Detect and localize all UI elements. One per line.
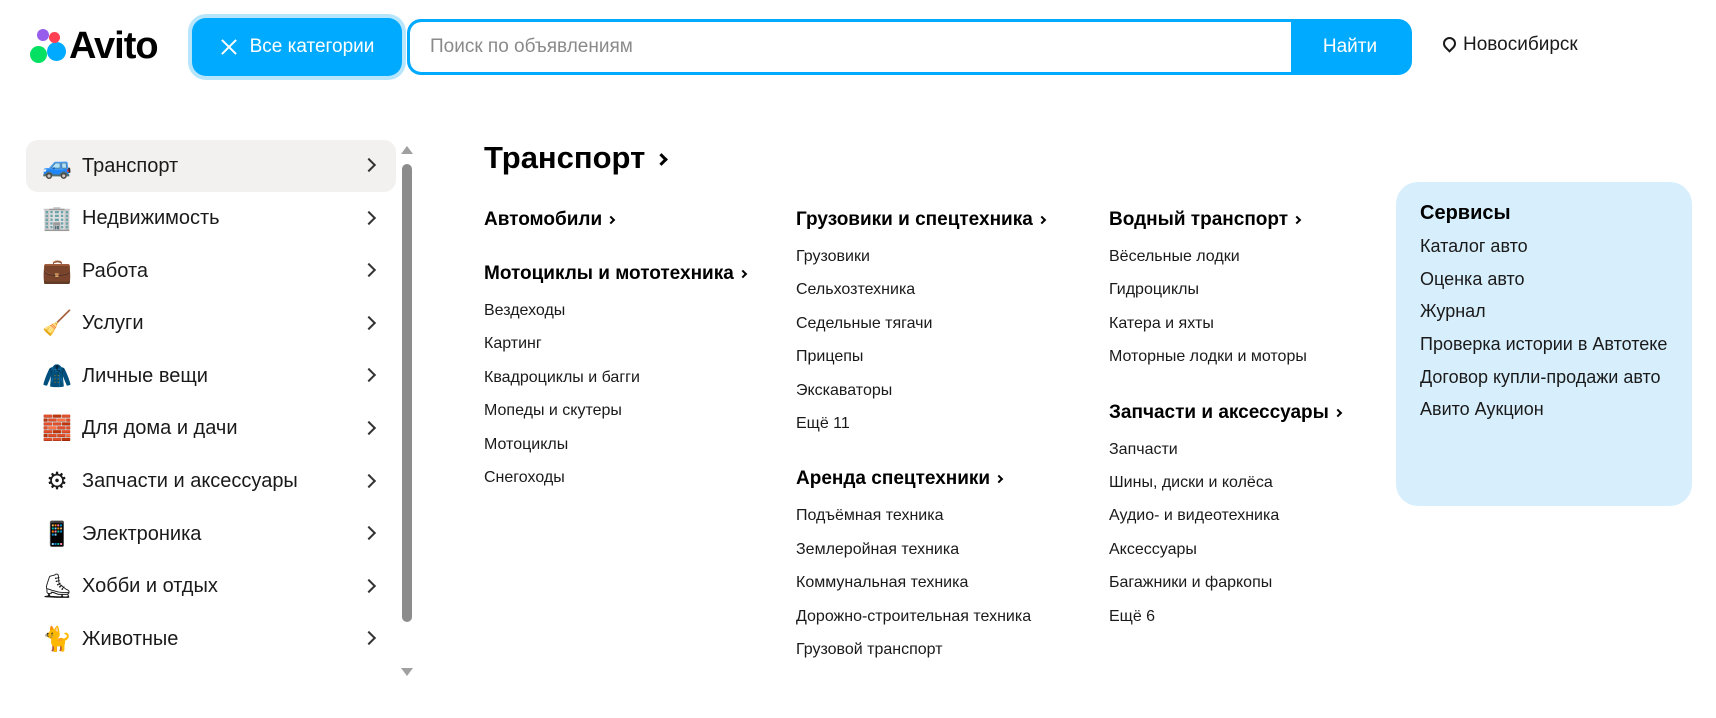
sidebar-item[interactable] [26, 298, 396, 350]
subcategory-link[interactable]: Дорожно-строительная техника [796, 607, 1032, 625]
subcategory-column-3 [1109, 205, 1399, 633]
subcategory-link[interactable]: Картинг [484, 335, 542, 353]
subcategory-link[interactable]: Вёсельные лодки [1109, 248, 1240, 265]
car-icon: 🚙 [42, 152, 72, 180]
subcategory-link[interactable]: Седельные тягачи [796, 314, 933, 332]
subcategory-heading-text: Запчасти и аксессуары [1109, 401, 1329, 423]
service-link[interactable]: Проверка истории в Автотеке [1420, 334, 1668, 355]
subcategory-link[interactable]: Катера и яхты [1109, 314, 1214, 332]
skate-icon: ⛸ [41, 573, 73, 601]
subcategory-link[interactable]: Сельхозтехника [796, 281, 916, 299]
sidebar-item-label: Услуги [82, 312, 144, 335]
subcategory-heading-text: Грузовики и спецтехника [796, 209, 1033, 230]
chevron-right-icon [995, 475, 1003, 483]
briefcase-icon: 💼 [42, 257, 72, 285]
subcategory-link[interactable]: Аксессуары [1109, 540, 1197, 558]
subcategory-group [484, 205, 774, 235]
chevron-right-icon [362, 211, 376, 225]
location-selector[interactable] [1443, 34, 1578, 56]
logo-dots-icon [27, 26, 67, 66]
subcategory-link[interactable]: Мопеды и скутеры [484, 402, 622, 420]
sidebar-item-label: Хобби и отдых [82, 575, 218, 598]
subcategory-group [1109, 205, 1399, 374]
services-panel [1396, 182, 1692, 506]
scroll-up-arrow[interactable] [401, 146, 413, 154]
sidebar-item[interactable] [26, 403, 396, 455]
subcategory-heading-text: Водный транспорт [1109, 209, 1289, 230]
subcategory-link[interactable]: Экскаваторы [796, 381, 893, 399]
header [0, 0, 1716, 92]
subcategory-group [796, 205, 1096, 440]
subcategory-link[interactable]: Ещё 6 [1109, 607, 1156, 625]
sidebar-item[interactable] [26, 613, 396, 665]
avito-logo[interactable] [27, 26, 158, 66]
building-icon: 🏢 [42, 205, 72, 233]
sidebar-item[interactable] [26, 193, 396, 245]
subcategory-link[interactable]: Мотоциклы [484, 435, 569, 453]
sidebar-item-label: Животные [82, 627, 179, 650]
sidebar-item[interactable] [26, 456, 396, 508]
subcategory-heading[interactable] [1109, 398, 1399, 428]
sidebar-item[interactable] [26, 350, 396, 402]
subcategory-heading[interactable] [796, 205, 1096, 235]
chevron-right-icon [362, 158, 376, 172]
subcategory-heading[interactable] [484, 259, 774, 289]
sidebar-item-label: Транспорт [82, 154, 179, 177]
chevron-right-icon [362, 579, 376, 593]
subcategory-link[interactable]: Землеройная техника [796, 540, 960, 558]
sidebar-item[interactable] [26, 561, 396, 613]
chevron-right-icon [1334, 408, 1342, 416]
subcategory-heading-text: Автомобили [484, 209, 603, 230]
chevron-right-icon [362, 526, 376, 540]
chevron-right-icon [362, 263, 376, 277]
sidebar-item-label: Работа [82, 259, 148, 282]
sidebar-item-label: Запчасти и аксессуары [82, 470, 298, 493]
scroll-thumb[interactable] [402, 164, 412, 622]
service-link[interactable]: Авито Аукцион [1420, 399, 1544, 420]
subcategory-heading-text: Мотоциклы и мототехника [484, 263, 734, 284]
search-field [410, 22, 1291, 72]
roller-icon: 🧹 [42, 310, 72, 338]
all-categories-button[interactable] [192, 18, 402, 76]
subcategory-group [796, 464, 1096, 699]
service-link[interactable]: Журнал [1420, 301, 1486, 322]
close-icon [220, 38, 238, 56]
chevron-right-icon [362, 631, 376, 645]
chevron-right-icon [362, 316, 376, 330]
chevron-right-icon [607, 216, 615, 224]
subcategory-link[interactable]: Запчасти [1109, 440, 1178, 458]
service-link[interactable]: Каталог авто [1420, 236, 1528, 256]
sidebar-item[interactable] [26, 508, 396, 560]
subcategory-column-2 [796, 205, 1096, 700]
subcategory-heading[interactable] [1109, 205, 1399, 235]
subcategory-group [484, 259, 774, 494]
subcategory-link[interactable]: Ещё 11 [796, 415, 850, 433]
subcategory-link[interactable]: Вездеходы [484, 302, 566, 319]
chevron-right-icon [362, 421, 376, 435]
chevron-right-icon [739, 270, 747, 278]
location-pin-icon [1443, 37, 1455, 53]
chevron-right-icon [655, 153, 668, 166]
sidebar-item-label: Электроника [82, 522, 202, 545]
cat-icon: 🐈 [42, 625, 72, 653]
subcategory-link[interactable]: Снегоходы [484, 469, 565, 487]
sidebar-item-label: Для дома и дачи [82, 417, 238, 440]
section-title[interactable] [484, 140, 666, 176]
chevron-right-icon [1293, 216, 1301, 224]
subcategory-link[interactable]: Коммунальная техника [796, 574, 969, 592]
subcategory-column-1 [484, 205, 774, 494]
logo-text: Avito [69, 25, 158, 67]
service-link[interactable]: Оценка авто [1420, 268, 1525, 289]
sidebar-item[interactable] [26, 140, 396, 192]
search-bar [407, 19, 1412, 75]
tire-icon: ⚙ [46, 468, 68, 496]
subcategory-heading[interactable] [796, 464, 1096, 494]
subcategory-link[interactable]: Прицепы [796, 348, 864, 366]
viewport-fade [780, 670, 1120, 718]
subcategory-heading-text: Аренда спецтехники [796, 468, 991, 490]
search-button[interactable]: Найти [1322, 36, 1378, 57]
subcategory-link[interactable]: Гидроциклы [1109, 281, 1199, 299]
scroll-down-arrow[interactable] [401, 668, 413, 676]
jacket-icon: 🧥 [42, 362, 72, 390]
sidebar-scrollbar[interactable] [400, 146, 414, 676]
chevron-right-icon [362, 368, 376, 382]
location-label: Новосибирск [1463, 34, 1578, 55]
subcategory-link[interactable]: Шины, диски и колёса [1109, 474, 1273, 492]
subcategory-link[interactable]: Моторные лодки и моторы [1109, 348, 1307, 366]
category-sidebar [26, 140, 396, 666]
subcategory-link[interactable]: Багажники и фаркопы [1109, 574, 1273, 592]
phone-icon: 📱 [42, 520, 72, 548]
sidebar-item-label: Личные вещи [82, 364, 208, 387]
subcategory-link[interactable]: Квадроциклы и багги [484, 368, 640, 386]
subcategory-link[interactable]: Аудио- и видеотехника [1109, 507, 1280, 525]
home-goods-icon: 🧱 [42, 415, 72, 443]
chevron-right-icon [362, 473, 376, 487]
all-categories-label: Все категории [249, 36, 375, 57]
services-title: Сервисы [1420, 202, 1511, 224]
subcategory-group [1109, 398, 1399, 633]
subcategory-heading[interactable] [484, 205, 774, 235]
subcategory-link[interactable]: Подъёмная техника [796, 507, 944, 525]
subcategory-link[interactable]: Грузовики [796, 248, 870, 265]
section-title-text: Транспорт [484, 140, 646, 175]
search-input[interactable] [430, 36, 1291, 58]
service-link[interactable]: Договор купли-продажи авто [1420, 366, 1661, 387]
sidebar-item[interactable] [26, 245, 396, 297]
chevron-right-icon [1038, 216, 1046, 224]
subcategory-link[interactable]: Грузовой транспорт [796, 641, 943, 659]
sidebar-item-label: Недвижимость [82, 207, 220, 230]
